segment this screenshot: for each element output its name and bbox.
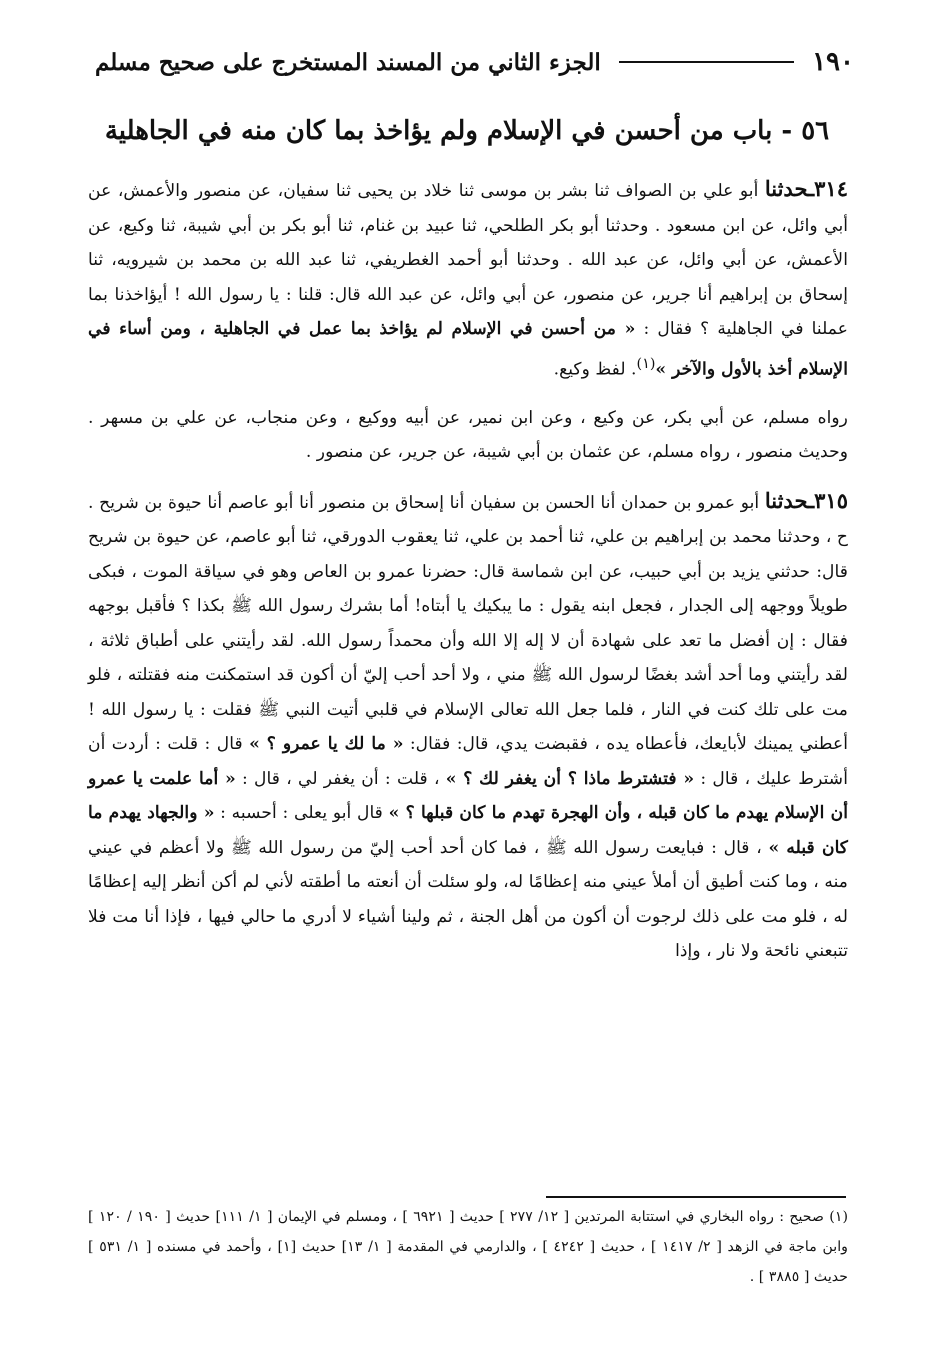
running-title: الجزء الثاني من المسند المستخرج على صحيح مسلم [95,48,601,76]
prophetic-quote: « من أحسن في الإسلام لم يؤاخذ بما عمل في الجاهلية ، ومن أساء في الإسلام أخذ بالأول والآخر » [88,319,848,380]
footnotes [88,1202,848,1292]
page-header [95,42,854,82]
prophetic-quote: « ما لك يا عمرو ؟ » [249,734,404,755]
page-number: ١٩٠ [812,47,854,77]
hadith-number: ٣١٥ـحدثنا [764,487,848,513]
hadith-315 [88,484,848,969]
hadith-text: ، قال : فبايعت رسول الله ﷺ ، فما كان أحد أحب إليّ من رسول الله ﷺ ولا أعظم في عيني منه ، وما كنت أطيق أن أملأ عيني منه إعظامًا له، ولو سئلت أن أنعته ما أطقته لأني لم أكن أنظر إليه إعظامًا له ، فلو مت على ذلك لرجوت أن أكون من أهل الجنة ، ثم ولينا أشياء لا أدري ما حالي فيها ، فإذا أنا مت فلا تتبعني نائحة ولا نار ، وإذا [88,837,848,962]
chapter-heading: ٥٦ - باب من أحسن في الإسلام ولم يؤاخذ بما كان منه في الجاهلية [104,116,830,146]
page-body [88,172,848,969]
hadith-text: . لفظ وكيع. [553,359,637,380]
prophetic-quote: « أما علمت يا عمرو أن الإسلام يهدم ما كان قبله ، وأن الهجرة تهدم ما كان قبلها ؟ » [88,768,848,824]
hadith-314 [88,172,848,387]
footnote-separator [546,1196,846,1198]
takhrij-314: رواه مسلم، عن أبي بكر، عن وكيع ، وعن ابن نمير، عن أبيه ووكيع ، وعن منجاب، عن علي بن مسهر . وحديث منصور ، رواه مسلم، عن عثمان بن أبي شيبة، عن جرير، عن منصور . [88,407,848,463]
hadith-text: أبو علي بن الصواف ثنا بشر بن موسى ثنا خلاد بن يحيى ثنا سفيان، عن منصور والأعمش، عن أبي وائل، عن ابن مسعود . وحدثنا أبو بكر الطلحي، ثنا عبيد بن غنام، ثنا أبو بكر بن أبي شيبة، ثنا وكيع، عن الأعمش، عن أبي وائل، عن عبد الله . وحدثنا أبو أحمد الغطريفي، ثنا عبد الله بن محمد بن شيرويه، ثنا إسحاق بن إبراهيم أنا جرير، عن منصور، عن أبي وائل، عن عبد الله قال: قلنا : يا رسول الله ! أيؤاخذنا بما عملنا في الجاهلية ؟ فقال : [88,181,848,339]
hadith-text: أبو عمرو بن حمدان أنا الحسن بن سفيان أنا إسحاق بن منصور أنا أبو عاصم أنا حيوة بن شريح . ح ، وحدثنا محمد بن إبراهيم بن علي، ثنا أحمد بن علي، ثنا يعقوب الدورقي، ثنا أبو عاصم، عن حيوة بن شريح قال: حدثني يزيد بن أبي حبيب، عن ابن شماسة قال: حضرنا عمرو بن العاص وهو في سياقة الموت ، فبكى طويلاً ووجهه إلى الجدار ، فجعل ابنه يقول : ما يبكيك يا أبتاه! أما بشرك رسول الله ﷺ بكذا ؟ فأقبل بوجهه فقال : إن أفضل ما تعد على شهادة أن لا إله إلا الله وأن محمداً رسول الله. لقد رأيتني على أطباق ثلاثة ، لقد رأيتني وما أحد أشد بغضًا لرسول الله ﷺ مني ، ولا أحد أحب إليّ أن أكون قد استمكنت منه فقتلته ، فلو مت على تلك كنت في النار ، فلما جعل الله تعالى الإسلام في قلبي أتيت النبي ﷺ فقلت : يا رسول الله ! أعطني يمينك لأبايعك، فأعطاه يده ، فقبضت يدي، قال: فقال: [88,492,848,755]
hadith-text: قال أبو يعلى : أحسبه : [214,803,389,824]
hadith-number: ٣١٤ـحدثنا [764,176,848,201]
header-rule [619,61,794,63]
footnote: (١) صحيح : رواه البخاري في استتابة المرتدين [ ١٢/ ٢٧٧ ] حديث [ ٦٩٢١ ] ، ومسلم في الإيمان [ ١/ ١١١] حديث [ ١٩٠ / ١٢٠ ] وابن ماجة في الزهد [ ٢/ ١٤١٧ ] ، حديث [ ٤٢٤٢ ] ، والدارمي في المقدمة [ ١/ ١٣] حديث [١] ، وأحمد في مسنده [ ١/ ٥٣١ ] حديث [ ٣٨٨٥ ] . [88,1209,849,1285]
hadith-text: ، قلت : أن يغفر لي ، قال : [235,768,446,789]
prophetic-quote: « فتشترط ماذا ؟ أن يغفر لك ؟ » [445,768,695,789]
hadith-text: قال : قلت : أردت أن أشترط عليك ، قال : [88,734,848,789]
prophetic-quote: « والجهاد يهدم ما كان قبله » [88,803,848,858]
footnote-ref[interactable]: (١) [636,355,656,372]
